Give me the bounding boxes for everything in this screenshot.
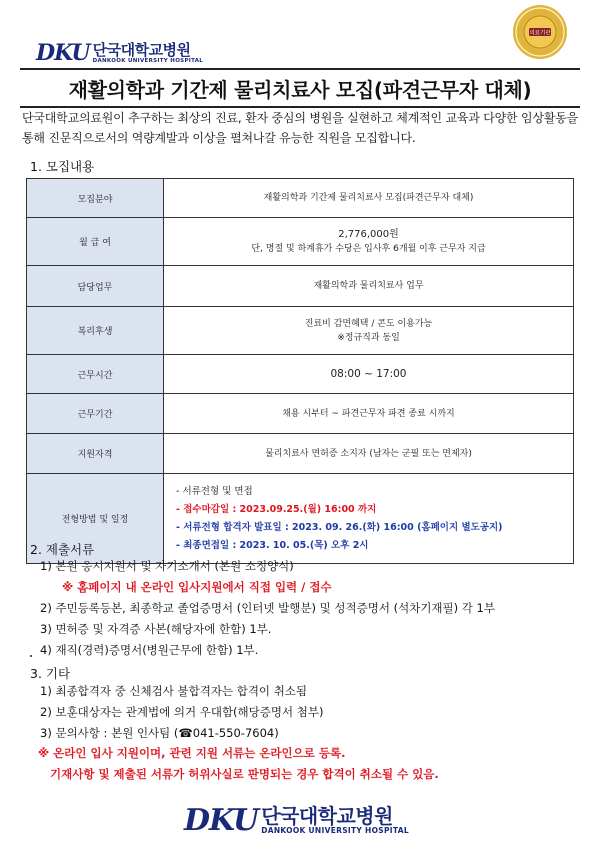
section-heading-other: 3. 기타: [30, 666, 71, 681]
logo-mark: DKU: [184, 803, 259, 838]
table-row: [27, 307, 574, 355]
section-heading-recruitment: 1. 모집내용: [30, 159, 95, 174]
final-notice: [38, 743, 439, 785]
list-item: 1) 본원 응시지원서 및 자기소개서 (본원 소정양식): [40, 559, 294, 573]
row-value: [164, 179, 574, 218]
table-row: [27, 355, 574, 394]
schedule-list: [164, 474, 574, 564]
accreditation-seal-icon: [512, 4, 568, 60]
row-value: [164, 434, 574, 474]
row-label: 근무시간: [27, 355, 164, 394]
row-value-line: 채용 시부터 ~ 파견근무자 파견 종료 시까지: [282, 408, 455, 419]
benefits-line: 진료비 감면혜택 / 콘도 이용가능: [304, 318, 433, 329]
page-header: [0, 0, 600, 70]
notice-line: 기재사항 및 제출된 서류가 허위사실로 판명되는 경우 합격이 취소될 수 있음.: [50, 767, 439, 781]
salary-amount: 2,776,000원: [338, 228, 399, 240]
row-label: 모집분야: [27, 179, 164, 218]
schedule-item: - 서류전형 및 면접: [176, 485, 253, 497]
table-row: [27, 218, 574, 266]
row-label: 근무기간: [27, 394, 164, 434]
logo-mark: DKU: [36, 40, 90, 66]
table-row: [27, 474, 574, 564]
row-value: [164, 218, 574, 266]
section-heading-documents: 2. 제출서류: [30, 542, 95, 557]
page-title: 재활의학과 기간제 물리치료사 모집(파견근무자 대체): [68, 77, 532, 102]
table-row: [27, 179, 574, 218]
documents-list: [40, 556, 495, 661]
row-label: 담당업무: [27, 266, 164, 307]
row-value-line: 재활의학과 기간제 물리치료사 모집(파견근무자 대체): [263, 193, 474, 203]
list-item: 2) 주민등록등본, 최종학교 졸업증명서 (인터넷 발행분) 및 성적증명서 (석차기재필) 각 1부: [40, 601, 495, 615]
row-label: 월 급 여: [27, 218, 164, 266]
row-value: [164, 266, 574, 307]
benefits-note: ※정규직과 동일: [337, 332, 400, 343]
list-item: 3) 면허증 및 자격증 사본(해당자에 한함) 1부.: [40, 622, 272, 636]
list-item: 2) 보훈대상자는 관계법에 의거 우대함(해당증명서 첨부): [40, 705, 324, 719]
title-bar: [20, 68, 580, 108]
footer-hospital-logo: [184, 803, 409, 838]
row-label: 복리후생: [27, 307, 164, 355]
online-apply-notice: ※ 홈페이지 내 온라인 입사지원에서 직접 입력 / 접수: [62, 580, 332, 594]
row-value: [164, 307, 574, 355]
schedule-item-deadline: - 접수마감일 : 2023.09.25.(월) 16:00 까지: [176, 503, 377, 515]
row-value-line: 물리치료사 면허증 소지자 (남자는 군필 또는 면제자): [265, 448, 472, 459]
list-item: 3) 문의사항 : 본원 인사팀 (☎041-550-7604): [40, 726, 279, 740]
row-value-line: 재활의학과 물리치료사 업무: [313, 281, 424, 291]
intro-paragraph: 단국대학교의료원이 추구하는 최상의 진료, 환자 중심의 병원을 실현하고 체계적인 교육과 다양한 임상활동을 통해 진문직으로서의 역량계발과 이상을 펼쳐나갈 유능한 직원을 모집합니다.: [22, 111, 579, 145]
row-label: 전형방법 및 일정: [27, 474, 164, 564]
row-value: [164, 394, 574, 434]
schedule-item-announcement: - 서류전형 합격자 발표일 : 2023. 09. 26.(화) 16:00 (홈페이지 별도공지): [176, 521, 503, 533]
list-item: 4) 재직(경력)증명서(병원근무에 한함) 1부.: [40, 643, 259, 657]
row-label: 지원자격: [27, 434, 164, 474]
logo-korean-name: 단국대학교병원: [261, 804, 393, 828]
seal-label: 의료기관: [529, 30, 551, 37]
recruitment-table: [26, 178, 574, 564]
schedule-item-interview: - 최종면접일 : 2023. 10. 05.(목) 오후 2시: [176, 539, 369, 551]
table-row: [27, 434, 574, 474]
row-value: [164, 355, 574, 394]
salary-note: 단, 명절 및 하계휴가 수당은 입사후 6개월 이후 근무자 지급: [251, 243, 486, 254]
divider-dot: [30, 655, 32, 657]
other-list: [40, 681, 323, 744]
notice-line: ※ 온라인 입사 지원이며, 관련 지원 서류는 온라인으로 등록.: [38, 746, 346, 760]
logo-english-name: DANKOOK UNIVERSITY HOSPITAL: [261, 826, 409, 835]
logo-english-name: DANKOOK UNIVERSITY HOSPITAL: [92, 57, 204, 64]
table-row: [27, 394, 574, 434]
logo-korean-name: 단국대학교병원: [92, 40, 191, 59]
list-item: 1) 최종합격자 중 신체검사 불합격자는 합격이 취소됨: [40, 684, 308, 698]
work-hours: 08:00 ~ 17:00: [330, 368, 407, 380]
hospital-logo: [36, 40, 203, 66]
table-row: [27, 266, 574, 307]
